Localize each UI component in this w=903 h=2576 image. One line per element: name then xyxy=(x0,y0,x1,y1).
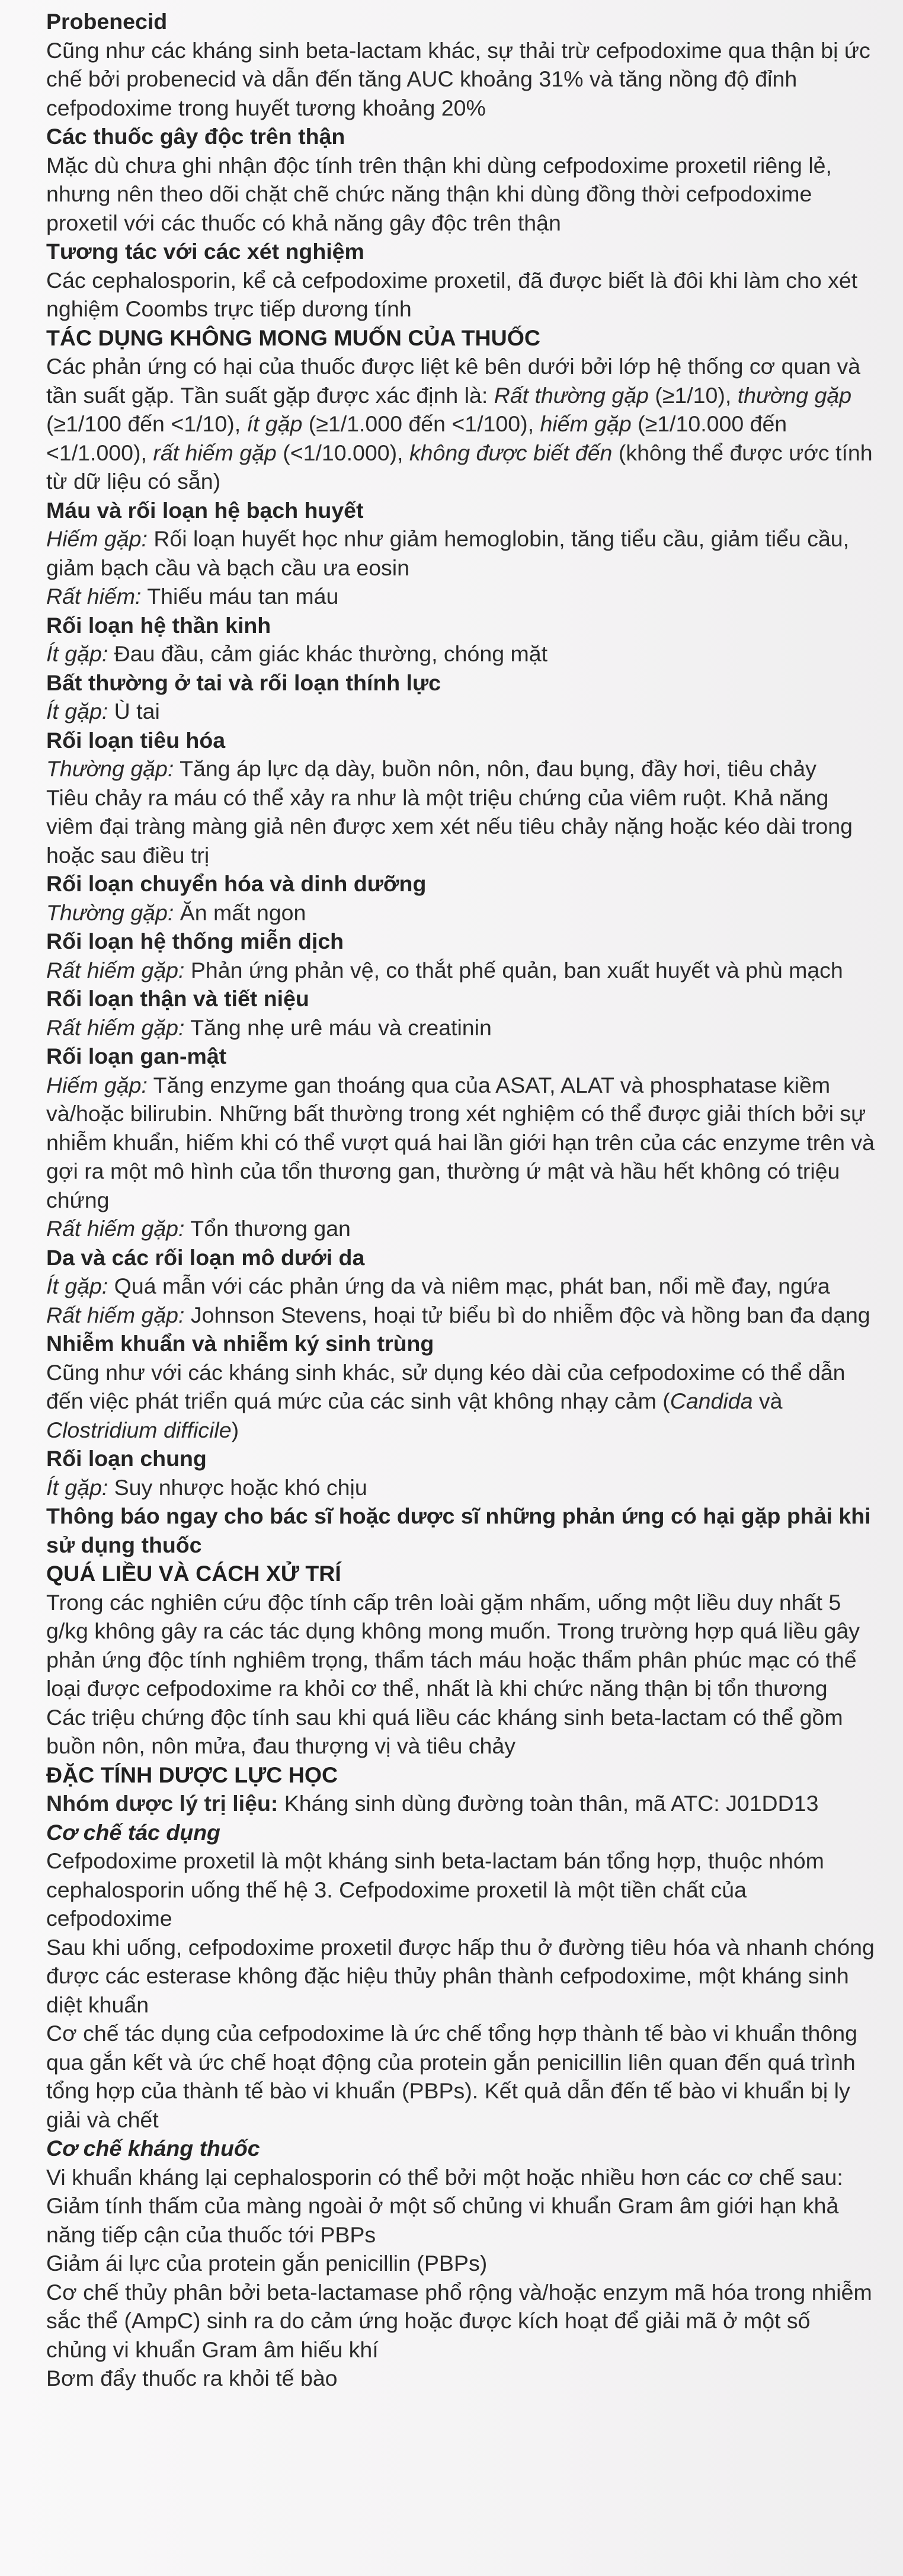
subsection-heading: Probenecid xyxy=(46,9,168,34)
text-run: Tăng nhẹ urê máu và creatinin xyxy=(184,1015,492,1040)
paragraph xyxy=(46,783,876,870)
paragraph xyxy=(46,36,876,123)
paragraph xyxy=(46,2191,876,2249)
text-run: Quá mẫn với các phản ứng da và niêm mạc, phát ban, nổi mề đay, ngứa xyxy=(108,1273,830,1298)
section-heading: TÁC DỤNG KHÔNG MONG MUỐN CỦA THUỐC xyxy=(46,325,540,350)
paragraph xyxy=(46,1013,876,1042)
emphasis-text: Rất thường gặp xyxy=(494,382,649,408)
emphasis-text: Clostridium difficile xyxy=(46,1417,232,1442)
subsection-heading: Rối loạn hệ thần kinh xyxy=(46,612,271,638)
subsection-heading: Rối loạn tiêu hóa xyxy=(46,727,226,753)
text-run: Johnson Stevens, hoại tử biểu bì do nhiễm độc và hồng ban đa dạng xyxy=(184,1302,870,1327)
subsection-heading: Rối loạn hệ thống miễn dịch xyxy=(46,929,344,953)
emphasis-text: ít gặp xyxy=(246,411,303,436)
paragraph xyxy=(46,1071,876,1215)
emphasis-text: thường gặp xyxy=(737,382,852,408)
text-run: Các cephalosporin, kể cả cefpodoxime proxetil, đã được biết là đôi khi làm cho xét nghiệm Coombs trực tiếp dương tính xyxy=(46,267,858,321)
section-heading: QUÁ LIỀU VÀ CÁCH XỬ TRÍ xyxy=(46,1561,341,1586)
section-heading: ĐẶC TÍNH DƯỢC LỰC HỌC xyxy=(46,1762,338,1787)
paragraph xyxy=(46,1272,876,1301)
text-run: Tăng enzyme gan thoáng qua của ASAT, ALAT và phosphatase kiềm và/hoặc bilirubin. Những bất thường trong xét nghiệm có thể được giải thích bởi sự nhiễm khuẩn, hiếm khi có thể vượt quá hai lần giới hạn trên của các enzyme trên và gợi ra một mô hình của tổn thương gan, thường ứ mật và hầu hết không có triệu chứng xyxy=(46,1072,875,1212)
paragraph xyxy=(46,524,876,582)
emphasis-text: rất hiếm gặp xyxy=(153,440,277,465)
text-run: (≥1/100 đến <1/10), xyxy=(46,411,247,436)
paragraph xyxy=(46,1847,876,1933)
emphasis-text: Rất hiếm gặp: xyxy=(46,1015,185,1040)
paragraph xyxy=(46,352,876,496)
text-run: Cũng như các kháng sinh beta-lactam khác, sự thải trừ cefpodoxime qua thận bị ức chế bởi probenecid và dẫn đến tăng AUC khoảng 31% và tăng nồng độ đỉnh cefpodoxime trong huyết tương khoảng 20% xyxy=(46,37,870,120)
subsection-heading: Thông báo ngay cho bác sĩ hoặc dược sĩ những phản ứng có hại gặp phải khi sử dụng thuốc xyxy=(46,1503,871,1557)
subsection-heading: Rối loạn chuyển hóa và dinh dưỡng xyxy=(46,871,427,896)
text-run: Các triệu chứng độc tính sau khi quá liều các kháng sinh beta-lactam có thể gồm buồn nôn, nôn mửa, đau thượng vị và tiêu chảy xyxy=(46,1704,843,1758)
subsection-heading: Tương tác với các xét nghiệm xyxy=(46,239,364,264)
paragraph xyxy=(46,1473,876,1502)
subsection-heading: Máu và rối loạn hệ bạch huyết xyxy=(46,497,364,523)
paragraph xyxy=(46,639,876,668)
paragraph xyxy=(46,1703,876,1761)
emphasis-text: Ít gặp: xyxy=(46,1273,108,1298)
text-run: Cơ chế tác dụng của cefpodoxime là ức chế tổng hợp thành tế bào vi khuẩn thông qua gắn kết và ức chế hoạt động của protein gắn penicillin liên quan đến quá trình tổng hợp của thành tế bào vi khuẩn (PBPs). Kết quả dẫn đến tế bào vi khuẩn bị ly giải và chết xyxy=(46,2021,857,2132)
subsection-heading: Bất thường ở tai và rối loạn thính lực xyxy=(46,670,441,695)
paragraph xyxy=(46,2163,876,2192)
paragraph xyxy=(46,956,876,985)
subsection-heading: Rối loạn gan-mật xyxy=(46,1044,227,1068)
text-run: Tiêu chảy ra máu có thể xảy ra như là một triệu chứng của viêm ruột. Khả năng viêm đại tràng màng giả nên được xem xét nếu tiêu chảy nặng hoặc kéo dài trong hoặc sau điều trị xyxy=(46,785,853,868)
emphasis-text: Ít gặp: xyxy=(46,1474,108,1500)
emphasis-text: Thường gặp: xyxy=(46,900,174,925)
emphasis-text: Hiếm gặp: xyxy=(46,1072,148,1097)
emphasis-text: Rất hiếm gặp: xyxy=(46,957,185,983)
text-run: Mặc dù chưa ghi nhận độc tính trên thận khi dùng cefpodoxime proxetil riêng lẻ, nhưng nên theo dõi chặt chẽ chức năng thận khi dùng đồng thời cefpodoxime proxetil với các thuốc có khả năng gây độc trên thận xyxy=(46,152,832,235)
paragraph xyxy=(46,1301,876,1330)
text-run: và xyxy=(752,1388,783,1413)
paragraph xyxy=(46,1588,876,1703)
text-run: Ăn mất ngon xyxy=(174,900,306,925)
emphasis-text: Thường gặp: xyxy=(46,756,174,781)
subsection-heading: Các thuốc gây độc trên thận xyxy=(46,124,345,149)
text-run: Các phản ứng có hại của thuốc được liệt kê bên dưới bởi lớp hệ thống cơ quan và tần suất gặp. Tần suất gặp được xác định là: xyxy=(46,354,861,408)
emphasis-text: không được biết đến xyxy=(409,440,613,465)
text-run: Cefpodoxime proxetil là một kháng sinh beta-lactam bán tổng hợp, thuộc nhóm cephalosporin uống thế hệ 3. Cefpodoxime proxetil là một tiền chất của cefpodoxime xyxy=(46,1848,824,1931)
subsection-heading: Da và các rối loạn mô dưới da xyxy=(46,1244,365,1270)
paragraph xyxy=(46,2019,876,2134)
emphasis-text: Rất hiếm gặp: xyxy=(46,1302,185,1327)
text-run: Tăng áp lực dạ dày, buồn nôn, nôn, đau bụng, đầy hơi, tiêu chảy xyxy=(174,756,816,781)
text-run: Vi khuẩn kháng lại cephalosporin có thể bởi một hoặc nhiều hơn các cơ chế sau: xyxy=(46,2164,843,2190)
text-run: Cũng như với các kháng sinh khác, sử dụng kéo dài của cefpodoxime có thể dẫn đến việc phát triển quá mức của các sinh vật không nhạy cảm ( xyxy=(46,1359,846,1413)
text-run: Trong các nghiên cứu độc tính cấp trên loài gặm nhấm, uống một liều duy nhất 5 g/kg không gây ra các tác dụng không mong muốn. Trong trường hợp quá liều gây phản ứng độc tính nghiêm trọng, thẩm tách máu hoặc thẩm phân phúc mạc có thể loại được cefpodoxime ra khỏi cơ thể, nhất là khi chức năng thận bị tổn thương xyxy=(46,1589,860,1701)
paragraph xyxy=(46,1214,876,1243)
emphasis-text: hiếm gặp xyxy=(540,411,632,436)
text-run: Thiếu máu tan máu xyxy=(141,584,339,609)
emphasis-text: Candida xyxy=(670,1388,753,1413)
emphasis-text: Hiếm gặp: xyxy=(46,526,148,551)
subsection-heading: Nhiễm khuẩn và nhiễm ký sinh trùng xyxy=(46,1331,434,1356)
text-run: Sau khi uống, cefpodoxime proxetil được hấp thu ở đường tiêu hóa và nhanh chóng được các esterase không đặc hiệu thủy phân thành cefpodoxime, một kháng sinh diệt khuẩn xyxy=(46,1934,875,2017)
text-run: Giảm tính thấm của màng ngoài ở một số chủng vi khuẩn Gram âm giới hạn khả năng tiếp cận của thuốc tới PBPs xyxy=(46,2193,839,2247)
text-run: ) xyxy=(231,1417,239,1442)
text-run: Tổn thương gan xyxy=(184,1216,351,1241)
paragraph xyxy=(46,266,876,324)
text-run: Cơ chế thủy phân bởi beta-lactamase phổ rộng và/hoặc enzym mã hóa trong nhiễm sắc thể (AmpC) sinh ra do cảm ứng hoặc được kích hoạt để giải mã ở một số chủng vi khuẩn Gram âm hiếu khí xyxy=(46,2279,872,2362)
text-run: Rối loạn huyết học như giảm hemoglobin, tăng tiểu cầu, giảm tiểu cầu, giảm bạch cầu và bạch cầu ưa eosin xyxy=(46,526,850,580)
paragraph xyxy=(46,2278,876,2364)
text-run: Ù tai xyxy=(108,699,160,724)
text-run: (≥1/10), xyxy=(648,382,738,408)
paragraph xyxy=(46,582,876,611)
document-content xyxy=(46,7,876,2393)
emphasis-text: Ít gặp: xyxy=(46,641,108,666)
subsection-heading: Cơ chế tác dụng xyxy=(46,1819,220,1845)
text-run: (không thể được ước tính từ dữ liệu có sẵn) xyxy=(46,440,873,494)
paragraph xyxy=(46,898,876,927)
paragraph xyxy=(46,697,876,726)
text-run: Giảm ái lực của protein gắn penicillin (PBPs) xyxy=(46,2251,488,2276)
text-run: (≥1/10.000 đến <1/1.000), xyxy=(46,411,787,465)
text-run: (<1/10.000), xyxy=(276,440,409,465)
subsection-heading: Rối loạn thận và tiết niệu xyxy=(46,986,309,1011)
paragraph xyxy=(46,2364,876,2393)
text-run: Bơm đẩy thuốc ra khỏi tế bào xyxy=(46,2366,338,2391)
bold-label: Nhóm dược lý trị liệu: xyxy=(46,1791,278,1816)
emphasis-text: Rất hiếm gặp: xyxy=(46,1216,185,1241)
text-run: Suy nhược hoặc khó chịu xyxy=(108,1474,367,1500)
text-run: Kháng sinh dùng đường toàn thân, mã ATC: J01DD13 xyxy=(278,1791,819,1816)
subsection-heading: Rối loạn chung xyxy=(46,1446,207,1471)
text-run: (≥1/1.000 đến <1/100), xyxy=(302,411,540,436)
subsection-heading: Cơ chế kháng thuốc xyxy=(46,2136,260,2161)
paragraph xyxy=(46,1789,876,1818)
text-run: Đau đầu, cảm giác khác thường, chóng mặt xyxy=(108,641,548,666)
emphasis-text: Ít gặp: xyxy=(46,699,108,724)
emphasis-text: Rất hiếm: xyxy=(46,584,142,609)
paragraph xyxy=(46,1933,876,2020)
text-run: Phản ứng phản vệ, co thắt phế quản, ban xuất huyết và phù mạch xyxy=(184,957,843,983)
paragraph xyxy=(46,2249,876,2278)
paragraph xyxy=(46,754,876,783)
paragraph xyxy=(46,1358,876,1445)
paragraph xyxy=(46,151,876,238)
